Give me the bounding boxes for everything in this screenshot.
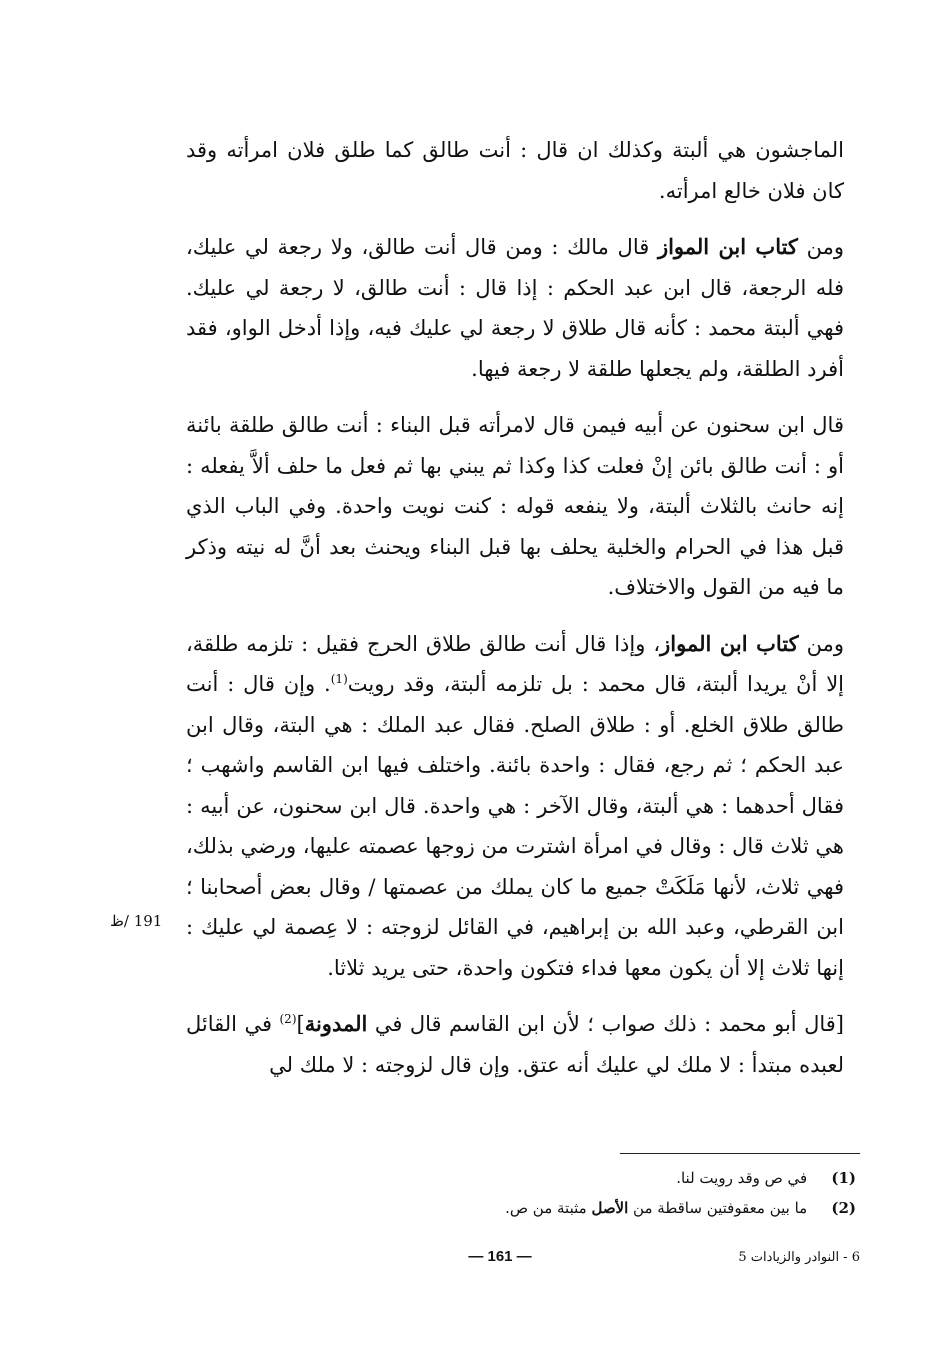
bold-text: المدونة: [304, 1011, 368, 1036]
footnote-text: [505, 1199, 807, 1217]
page-number: — 161 —: [468, 1248, 532, 1265]
footnote: [196, 1163, 856, 1193]
main-text: [186, 130, 844, 1101]
text-run: ]: [296, 1012, 305, 1036]
text-run: الماجشون هي ألبتة وكذلك ان قال : أنت طالق كما طلق فلان امرأته وقد كان فلان خالع امرأته.: [186, 138, 844, 203]
printer-signature: 6 - النوادر والزيادات 5: [738, 1250, 860, 1265]
bold-text: الأصل: [591, 1199, 629, 1217]
paragraph: [186, 1004, 844, 1085]
paragraph: [186, 227, 844, 389]
text-run: ، وإذا قال أنت طالق طلاق الحرج فقيل : تلزمه طلقة، إلا أنْ يريدا ألبتة، قال محمد : بل تلزمه ألبتة، وقد رويت: [186, 631, 845, 696]
text-run: ما بين معقوفتين ساقطة من: [628, 1199, 808, 1217]
footnote-ref: (2): [279, 1012, 297, 1026]
paragraph: [186, 624, 844, 989]
text-run: قال ابن سحنون عن أبيه فيمن قال لامرأته قبل البناء : أنت طالق طلقة بائنة أو : أنت طالق بائن إنْ فعلت كذا وكذا ثم يبني بها ثم فعل ما حلف ألاَّ يفعله : إنه حانث بالثلاث ألبتة، ولا ينفعه قوله : كنت نويت واحدة. وفي الباب الذي قبل هذا في الحرام والخلية يحلف بها قبل البناء ويحنث بعد أنَّ له نيته وذكر ما فيه من القول والاختلاف.: [186, 413, 844, 599]
footnote: [196, 1193, 856, 1223]
footnotes: [196, 1163, 856, 1223]
text-run: ومن: [798, 631, 844, 656]
paragraph: [186, 405, 844, 608]
paragraph: [186, 130, 844, 211]
bold-text: كتاب ابن المواز: [657, 234, 798, 259]
footnote-divider: [620, 1153, 860, 1154]
bold-text: كتاب ابن المواز: [660, 630, 799, 656]
text-run: ومن: [797, 235, 844, 259]
text-run: قال مالك : ومن قال أنت طالق، ولا رجعة لي عليك، فله الرجعة، قال ابن عبد الحكم : إذا قال : أنت طالق، لا رجعة لي عليك. فهي ألبتة محمد : كأنه قال طلاق لا رجعة لي عليك فيه، وإذا أدخل الواو، فقد أفرد الطلقة، ولم يجعلها طلقة لا رجعة فيها.: [186, 235, 844, 381]
text-run: في القائل لعبده مبتدأ : لا ملك لي عليك أنه عتق. وإن قال لزوجته : لا ملك لي: [186, 1012, 844, 1077]
text-run: [قال أبو محمد : ذلك صواب ؛ لأن ابن القاسم قال في: [367, 1012, 844, 1036]
footnote-ref: (1): [330, 672, 348, 686]
footnote-number: (1): [831, 1169, 856, 1187]
footnote-text: في ص وقد رويت لنا.: [676, 1169, 808, 1187]
text-run: . وإن قال : أنت طالق طلاق الخلع. أو : طلاق الصلح. فقال عبد الملك : هي البتة، وقال ابن عبد الحكم ؛ ثم رجع، فقال : واحدة بائنة. واختلف فيها ابن القاسم واشهب ؛ فقال أحدهما : هي ألبتة، وقال الآخر : هي واحدة. قال ابن سحنون، عن أبيه : هي ثلاث قال : وقال في امرأة اشترت من زوجها عصمته عليها، ورضي بذلك، فهي ثلاث، لأنها مَلَكَتْ جميع ما كان يملك من عصمتها / وقال بعض أصحابنا ؛ ابن القرطي، وعبد الله بن إبراهيم، في القائل لزوجته : لا عِصمة لي عليك : إنها ثلاث إلا أن يكون معها فداء فتكون واحدة، حتى يريد ثلاثا.: [186, 672, 844, 980]
margin-folio-note: 191 /ظ: [110, 912, 163, 930]
footnote-number: (2): [831, 1199, 856, 1217]
text-run: مثبتة من ص.: [505, 1199, 592, 1217]
